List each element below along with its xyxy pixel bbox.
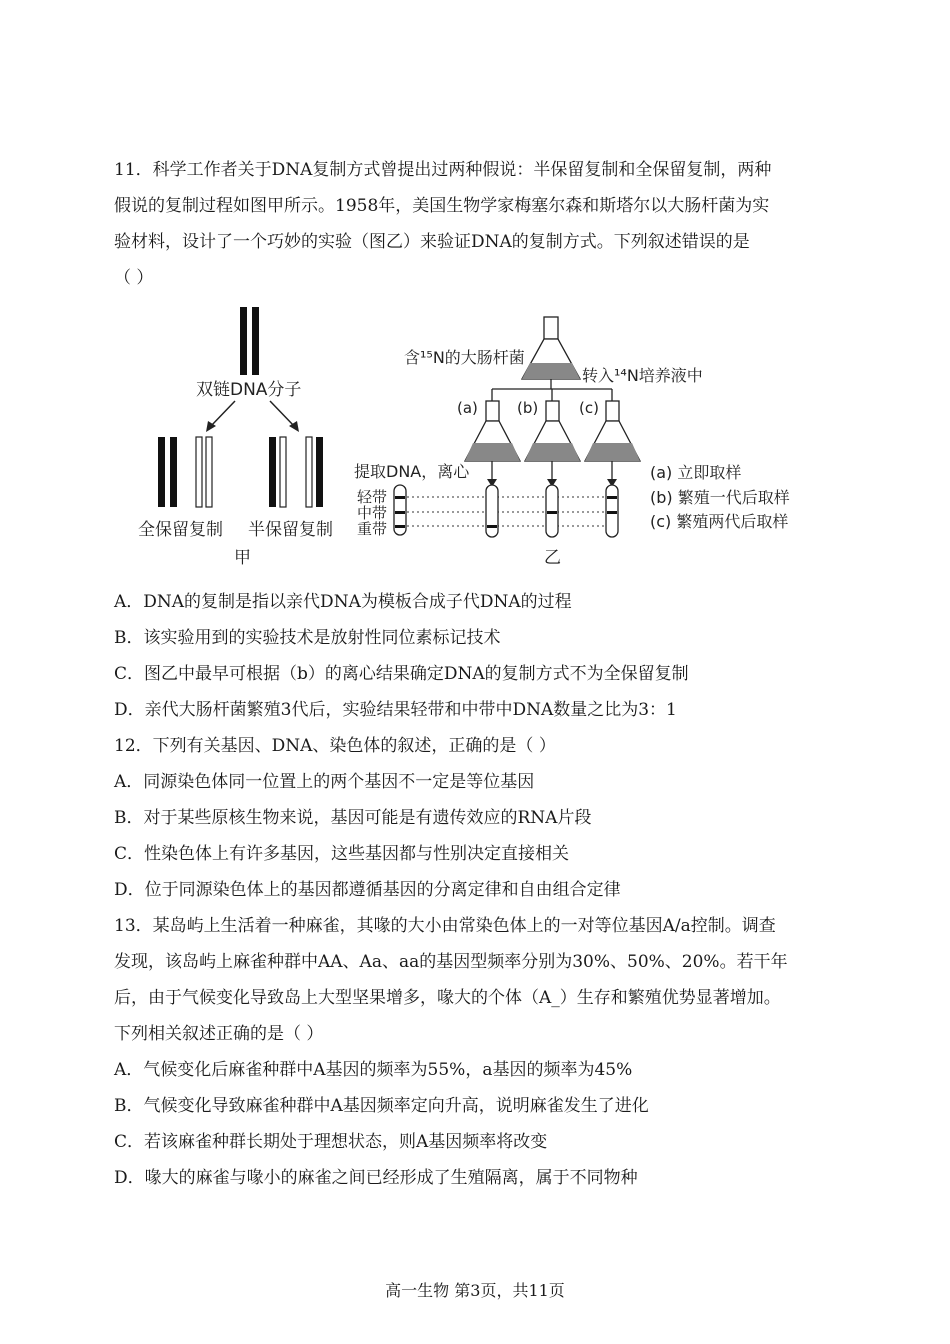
- q11-stem-line-1: 11．科学工作者关于DNA复制方式曾提出过两种假说：半保留复制和全保留复制，两种: [114, 160, 772, 180]
- q11-stem-line-4: （ ）: [114, 268, 154, 288]
- source-label: 含¹⁵N的大肠杆菌: [404, 348, 525, 367]
- legend-b: (b) 繁殖一代后取样: [650, 488, 790, 507]
- q13-stem-line-2: 发现，该岛屿上麻雀种群中AA、Aa、aa的基因型频率分别为30%、50%、20%。若干年: [114, 952, 788, 972]
- legend-a: (a) 立即取样: [650, 463, 742, 482]
- dna-label: 双链DNA分子: [196, 380, 302, 400]
- conservative-label: 全保留复制: [138, 520, 223, 540]
- flask-a-label: (a): [457, 399, 478, 417]
- q13-stem-line-4: 下列相关叙述正确的是（ ）: [114, 1024, 324, 1044]
- flask-b-label: (b): [517, 399, 539, 417]
- caption-jia: 甲: [234, 548, 251, 568]
- q11-stem-line-2: 假说的复制过程如图甲所示。1958年，美国生物学家梅塞尔森和斯塔尔以大肠杆菌为实: [114, 196, 770, 216]
- caption-yi: 乙: [544, 548, 561, 568]
- extract-label: 提取DNA，离心: [354, 462, 470, 481]
- q11-option-d: D．亲代大肠杆菌繁殖3代后，实验结果轻带和中带中DNA数量之比为3：1: [114, 700, 677, 720]
- q12-option-b: B．对于某些原核生物来说，基因可能是有遗传效应的RNA片段: [114, 808, 592, 828]
- band-middle: 中带: [357, 504, 388, 522]
- figure-jia: [138, 307, 333, 568]
- band-light: 轻带: [357, 488, 388, 506]
- semiconservative-label: 半保留复制: [248, 520, 333, 540]
- band-heavy: 重带: [357, 520, 388, 538]
- q13-option-b: B．气候变化导致麻雀种群中A基因频率定向升高，说明麻雀发生了进化: [114, 1096, 649, 1116]
- q12-stem: 12．下列有关基因、DNA、染色体的叙述，正确的是（ ）: [114, 736, 556, 756]
- flask-c-label: (c): [579, 399, 599, 417]
- q12-option-a: A．同源染色体同一位置上的两个基因不一定是等位基因: [114, 772, 535, 792]
- q11-stem-line-3: 验材料，设计了一个巧妙的实验（图乙）来验证DNA的复制方式。下列叙述错误的是: [114, 232, 750, 252]
- q13-option-c: C．若该麻雀种群长期处于理想状态，则A基因频率将改变: [114, 1132, 548, 1152]
- q13-option-a: A．气候变化后麻雀种群中A基因的频率为55%，a基因的频率为45%: [114, 1060, 633, 1080]
- q11-option-b: B．该实验用到的实验技术是放射性同位素标记技术: [114, 628, 501, 648]
- figure-yi: [354, 317, 790, 568]
- q12-option-c: C．性染色体上有许多基因，这些基因都与性别决定直接相关: [114, 844, 570, 864]
- q13-stem-line-3: 后，由于气候变化导致岛上大型坚果增多，喙大的个体（A_）生存和繁殖优势显著增加。: [114, 988, 781, 1008]
- q13-option-d: D．喙大的麻雀与喙小的麻雀之间已经形成了生殖隔离，属于不同物种: [114, 1168, 638, 1188]
- q13-stem-line-1: 13．某岛屿上生活着一种麻雀，其喙的大小由常染色体上的一对等位基因A/a控制。调查: [114, 916, 776, 936]
- q11-option-c: C．图乙中最早可根据（b）的离心结果确定DNA的复制方式不为全保留复制: [114, 664, 689, 684]
- page-footer: 高一生物 第3页，共11页: [385, 1281, 565, 1300]
- legend-c: (c) 繁殖两代后取样: [650, 512, 789, 531]
- transfer-label: 转入¹⁴N培养液中: [582, 366, 703, 385]
- q11-option-a: A．DNA的复制是指以亲代DNA为模板合成子代DNA的过程: [114, 592, 572, 612]
- q11-figure: [130, 305, 820, 575]
- q12-option-d: D．位于同源染色体上的基因都遵循基因的分离定律和自由组合定律: [114, 880, 621, 900]
